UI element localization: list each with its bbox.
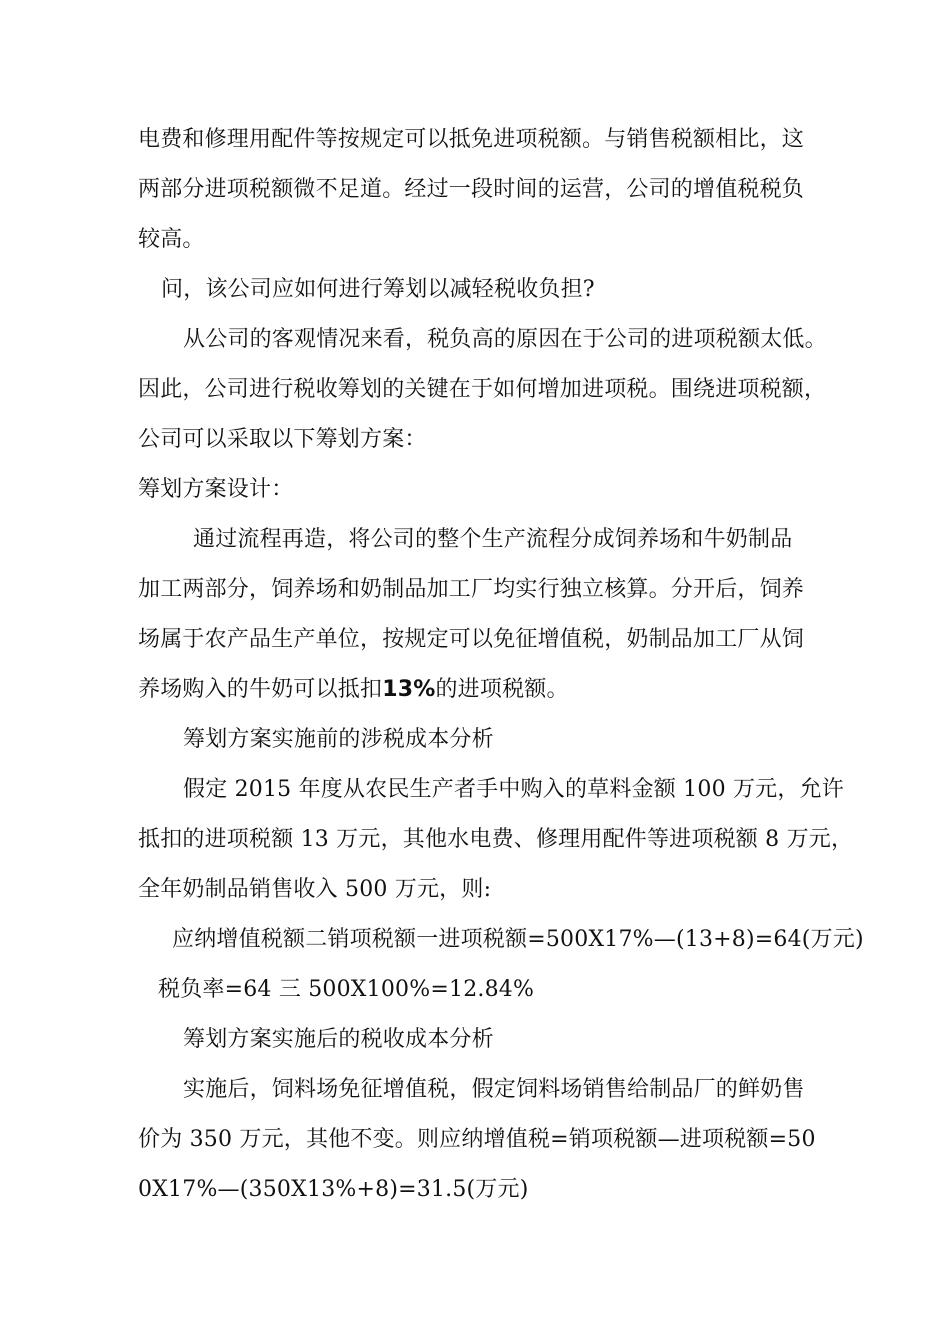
paragraph-line: 因此，公司进行税收筹划的关键在于如何增加进项税。围绕进项税额， [138,377,827,402]
paragraph-line: 电费和修理用配件等按规定可以抵免进项税额。与销售税额相比，这 [138,127,805,152]
paragraph-line [138,675,569,705]
paragraph-line: 两部分进项税额微不足道。经过一段时间的运营，公司的增值税税负 [138,177,805,202]
subsection-heading: 筹划方案实施后的税收成本分析 [183,1027,494,1052]
line-text: 养场购入的牛奶可以抵扣 [138,677,383,702]
paragraph-line: 场属于农产品生产单位，按规定可以免征增值税，奶制品加工厂从饲 [138,627,805,652]
rate-emphasis: 13% [382,677,436,702]
formula-line: 0X17%—(350X13%+8)=31.5(万元) [138,1177,529,1202]
formula-line: 税负率=64 三 500X100%=12.84% [158,977,535,1002]
formula-line: 应纳增值税额二销项税额一进项税额=500X17%—(13+8)=64(万元) [172,927,864,952]
paragraph-line: 从公司的客观情况来看，税负高的原因在于公司的进项税额太低。 [183,327,827,352]
paragraph-line: 假定 2015 年度从农民生产者手中购入的草料金额 100 万元，允许 [183,777,844,802]
paragraph-line: 较高。 [138,227,205,252]
paragraph-line: 实施后，饲料场免征增值税，假定饲料场销售给制品厂的鲜奶售 [183,1077,805,1102]
subsection-heading: 筹划方案实施前的涉税成本分析 [183,727,494,752]
section-heading: 筹划方案设计： [138,477,294,502]
paragraph-line: 公司可以采取以下筹划方案： [138,427,427,452]
paragraph-line: 抵扣的进项税额 13 万元，其他水电费、修理用配件等进项税额 8 万元， [138,827,854,852]
paragraph-line: 价为 350 万元，其他不变。则应纳增值税=销项税额—进项税额=50 [138,1127,816,1152]
line-text: 的进项税额。 [435,677,569,702]
paragraph-line: 全年奶制品销售收入 500 万元，则: [138,877,492,902]
paragraph-line: 通过流程再造，将公司的整个生产流程分成饲养场和牛奶制品 [193,527,793,552]
paragraph-line: 加工两部分，饲养场和奶制品加工厂均实行独立核算。分开后，饲养 [138,577,805,602]
question-line: 问，该公司应如何进行筹划以减轻税收负担? [161,277,595,302]
